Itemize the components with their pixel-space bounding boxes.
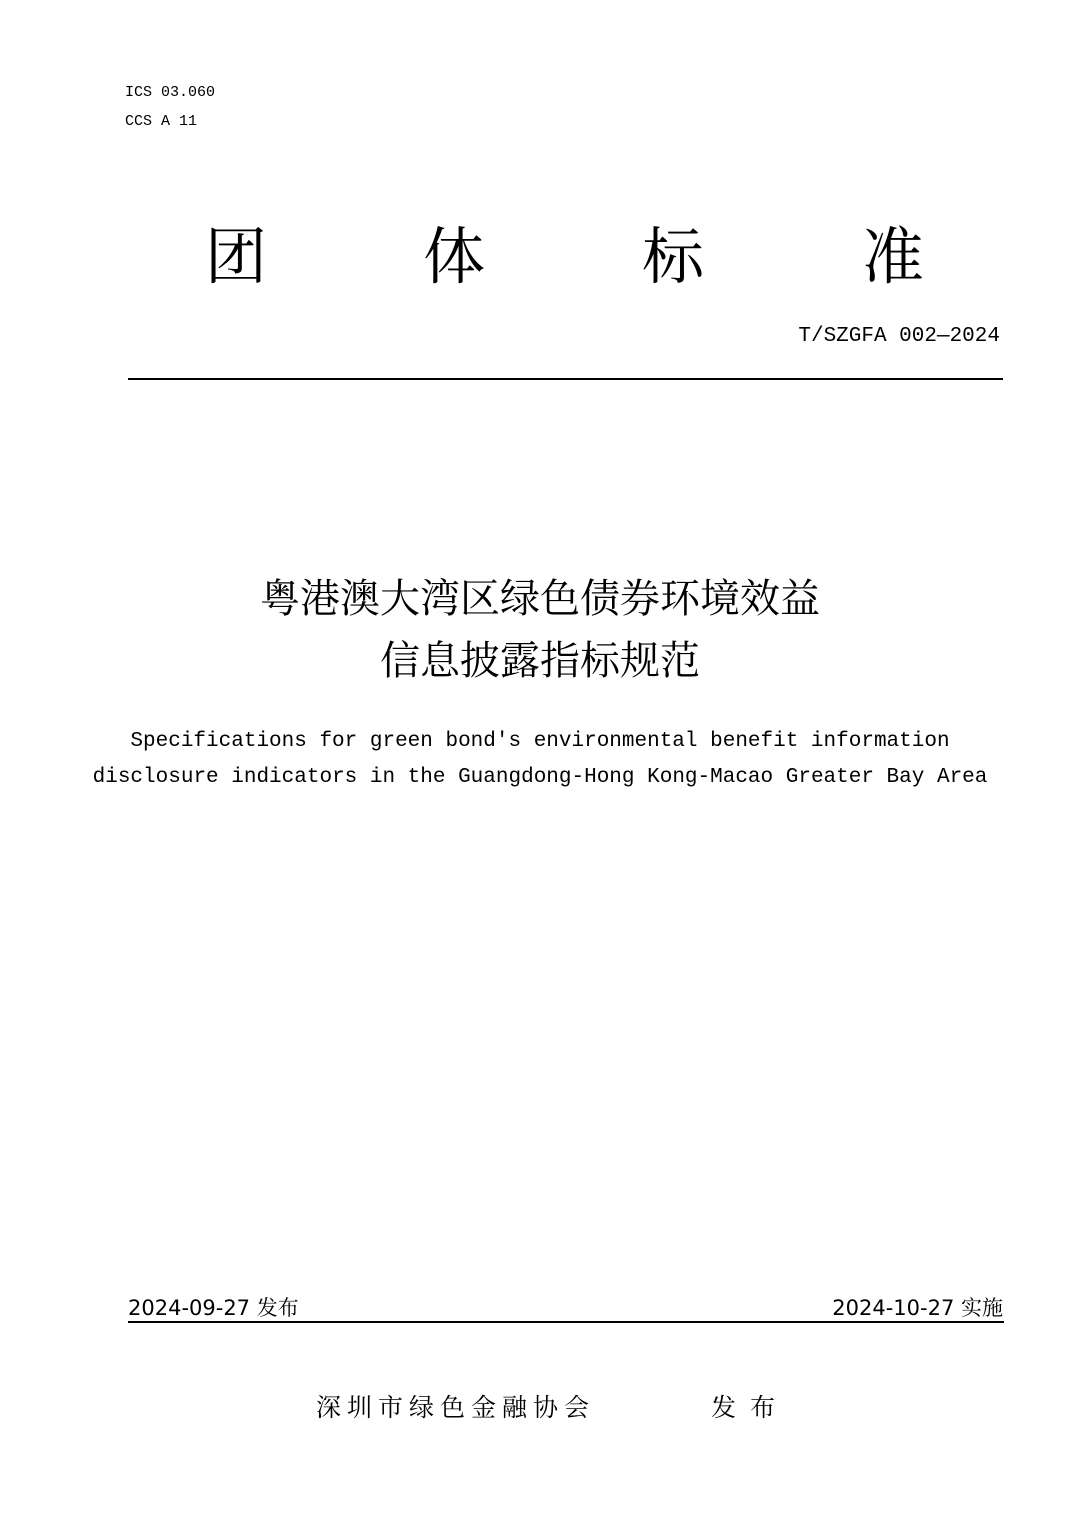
ics-code: ICS 03.060 [125,84,216,101]
chinese-title-line-1: 粤港澳大湾区绿色债券环境效益 [260,576,820,622]
publish-date: 2024-09-27 发布 [128,1296,299,1320]
standard-type-char: 准 [862,220,925,293]
chinese-title-line-2: 信息披露指标规范 [380,638,700,684]
standard-type-char: 团 [205,220,268,293]
ccs-code: CCS A 11 [125,113,198,130]
standard-type-char: 体 [423,220,486,293]
issue-label: 发布 [711,1393,790,1422]
standard-type-char: 标 [642,220,705,293]
issuing-organization: 深圳市绿色金融协会 [316,1393,596,1422]
standard-number: T/SZGFA 002—2024 [798,325,1000,348]
implement-date: 2024-10-27 实施 [832,1296,1003,1320]
english-title-line-2: disclosure indicators in the Guangdong-Hong Kong-Macao Greater Bay Area [92,766,988,789]
top-divider [128,378,1003,380]
bottom-divider [128,1321,1004,1323]
english-title-line-1: Specifications for green bond's environmental benefit information [130,730,950,753]
